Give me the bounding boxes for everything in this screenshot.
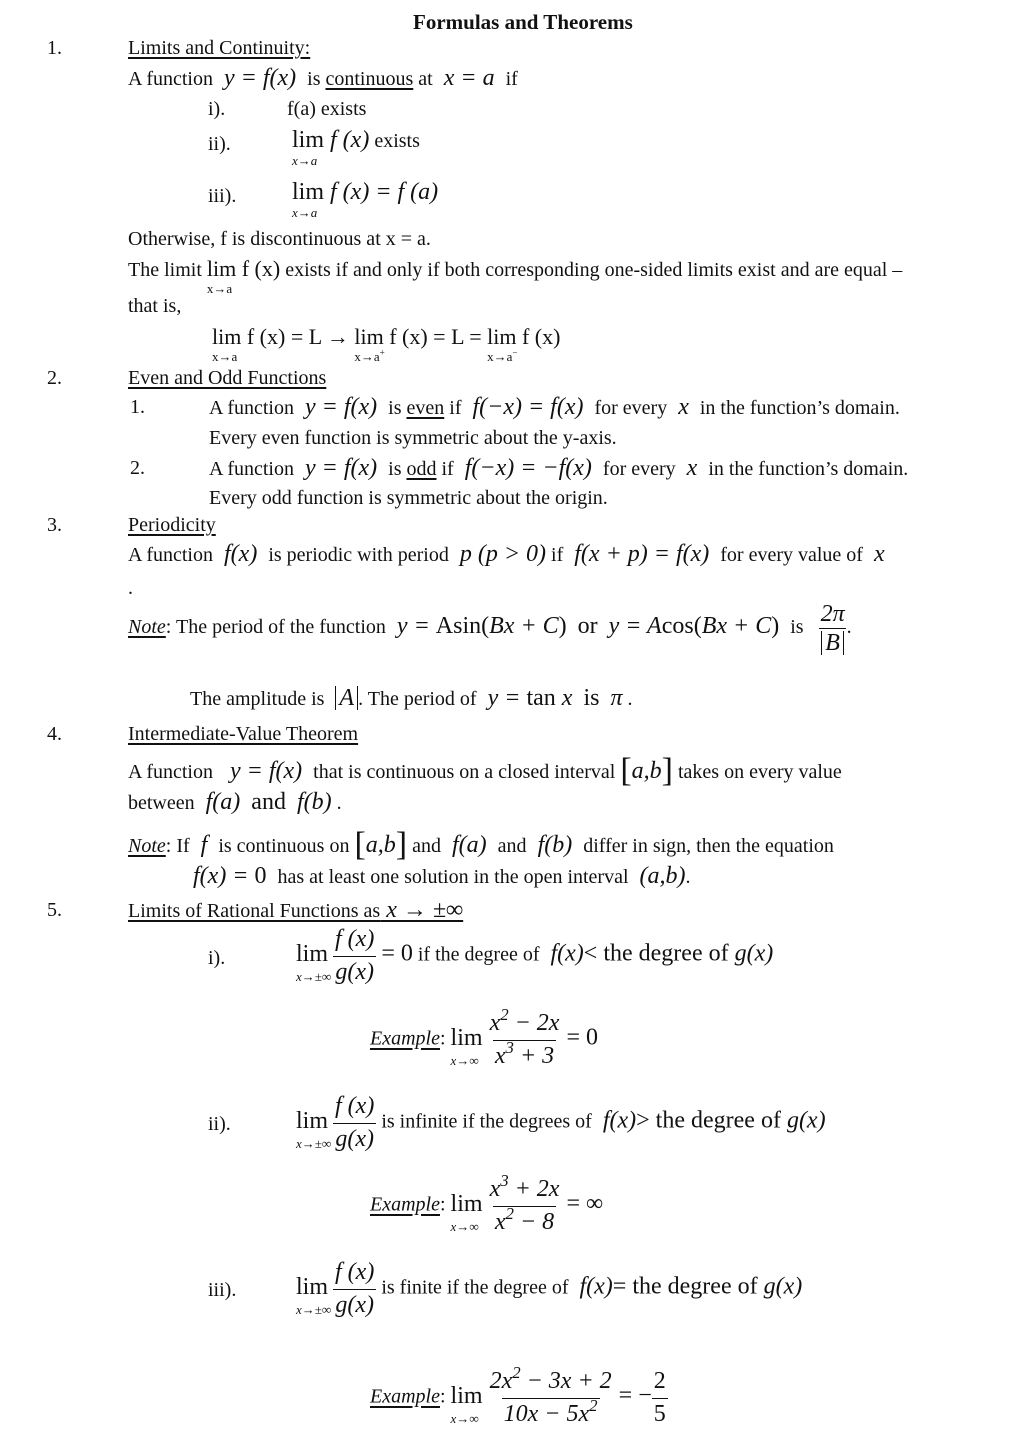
- case-label: i).: [208, 947, 226, 969]
- rational-limit-case-3: lim x→±∞ $\frac{f (x)}{g(x)}$ is finite if the degree of f(x)= the degree of g(x): [296, 1259, 803, 1318]
- rational-limit-case-1: lim x→±∞ $\frac{f (x)}{g(x)}$ = 0 if the degree of f(x)< the degree of g(x): [296, 926, 774, 985]
- example-2: Example: lim x→∞ $\frac{x^3 + 2x}{x^2 - 8}$ = ∞: [370, 1170, 604, 1235]
- case-label: iii).: [208, 1279, 237, 1301]
- limit-existence: The limit lim x→a f (x) exists if and only if both corresponding one-sided limits exist and are equal –: [128, 256, 903, 296]
- section-heading: Periodicity: [128, 514, 216, 536]
- trailing-dot: .: [128, 577, 133, 599]
- case-label: ii).: [208, 1113, 231, 1135]
- ivt-statement-line2: between f(a) and f(b) .: [128, 789, 342, 815]
- condition-3: lim x→a f (x) = f (a): [292, 179, 439, 220]
- condition-label: i).: [208, 98, 226, 120]
- condition-label: ii).: [208, 133, 231, 155]
- period-note: Note: The period of the function y = Asin(Bx + C) or y = Acos(Bx + C) is $\frac{2\pi}{B}$ .: [128, 601, 852, 656]
- section-number: 3.: [47, 514, 62, 536]
- one-sided-limits-formula: lim x→a f (x) = L → lim x→a+ f (x) = L = lim x→a− f (x): [212, 324, 561, 364]
- condition-label: iii).: [208, 185, 237, 207]
- condition-2: lim x→a f (x) exists: [292, 127, 420, 168]
- that-is-text: that is,: [128, 295, 182, 317]
- even-function-definition: A function y = f(x) is even if f(−x) = f(x) for every x in the function’s domain.: [209, 394, 900, 420]
- periodic-definition: A function f(x) is periodic with period p (p > 0) if f(x + p) = f(x) for every value of x: [128, 541, 885, 567]
- rational-limit-case-2: lim x→±∞ $\frac{f (x)}{g(x)}$ is infinite if the degrees of f(x)> the degree of g(x): [296, 1093, 826, 1152]
- otherwise-text: Otherwise, f is discontinuous at x = a.: [128, 228, 431, 250]
- section-number: 4.: [47, 723, 62, 745]
- odd-symmetry-text: Every odd function is symmetric about the origin.: [209, 487, 608, 509]
- section-number: 2.: [47, 367, 62, 389]
- odd-function-definition: A function y = f(x) is odd if f(−x) = −f(x) for every x in the function’s domain.: [209, 455, 909, 481]
- section-heading: Limits and Continuity:: [128, 37, 311, 59]
- item-label: 1.: [130, 396, 145, 418]
- section-number: 1.: [47, 37, 62, 59]
- ivt-statement: A function y = f(x) that is continuous on a closed interval [a,b] takes on every value: [128, 752, 842, 789]
- even-symmetry-text: Every even function is symmetric about the y-axis.: [209, 427, 617, 449]
- page-title: Formulas and Theorems: [413, 10, 633, 34]
- ivt-note: Note: If f is continuous on [a,b] and f(a) and f(b) differ in sign, then the equation: [128, 826, 834, 863]
- section-heading: Intermediate-Value Theorem: [128, 723, 359, 745]
- continuity-definition: A function y = f(x) is continuous at x = a if: [128, 65, 518, 91]
- section-heading-row: Limits of Rational Functions as x → ±∞: [128, 897, 464, 923]
- section-heading: Even and Odd Functions: [128, 367, 327, 389]
- amplitude-period-text: The amplitude is A . The period of y = tan x is π .: [190, 685, 633, 711]
- ivt-note-line2: f(x) = 0 has at least one solution in the open interval (a,b).: [193, 863, 691, 889]
- example-3: Example: lim x→∞ $\frac{2x^2 - 3x + 2}{10x - 5x^2}$ = − $\frac{2}{5}$: [370, 1362, 666, 1427]
- section-number: 5.: [47, 899, 62, 921]
- item-label: 2.: [130, 457, 145, 479]
- condition-1: f(a) exists: [287, 98, 367, 120]
- example-1: Example: lim x→∞ $\frac{x^2 - 2x}{x^3 + 3}$ = 0: [370, 1004, 599, 1069]
